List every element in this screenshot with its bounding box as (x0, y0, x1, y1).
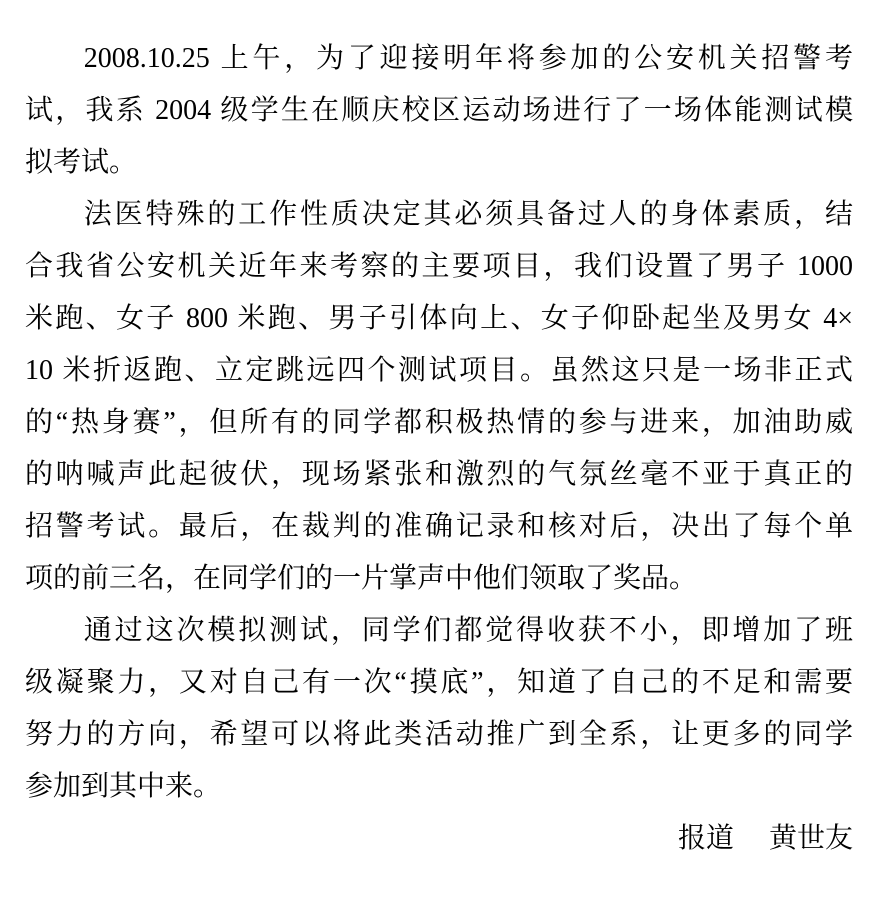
text-line: 的呐喊声此起彼伏，现场紧张和激烈的气氛丝毫不亚于真正的 (25, 459, 853, 490)
text-line: 拟考试。 (25, 147, 138, 178)
text-line: 努力的方向，希望可以将此类活动推广到全系，让更多的同学 (25, 719, 853, 750)
text-line: 通过这次模拟测试，同学们都觉得收获不小，即增加了班 (83, 615, 853, 646)
text-line: 合我省公安机关近年来考察的主要项目，我们设置了男子 1000 (25, 251, 853, 282)
text-line: 米跑、女子 800 米跑、男子引体向上、女子仰卧起坐及男女 4× (25, 303, 853, 334)
paragraph-2 (25, 189, 853, 605)
paragraph-1 (25, 33, 853, 189)
text-line: 10 米折返跑、立定跳远四个测试项目。虽然这只是一场非正式 (25, 355, 853, 386)
text-line: 项的前三名，在同学们的一片掌声中他们领取了奖品。 (25, 563, 698, 594)
text-line: 的“热身赛”，但所有的同学都积极热情的参与进来，加油助威 (25, 407, 853, 438)
text-line: 级凝聚力，又对自己有一次“摸底”，知道了自己的不足和需要 (25, 667, 853, 698)
text-line: 招警考试。最后，在裁判的准确记录和核对后，决出了每个单 (25, 511, 853, 542)
byline: 报道 黄世友 (677, 823, 853, 854)
text-line: 试，我系 2004 级学生在顺庆校区运动场进行了一场体能测试模 (25, 95, 853, 126)
text-line: 参加到其中来。 (25, 771, 222, 802)
text-line: 法医特殊的工作性质决定其必须具备过人的身体素质，结 (83, 199, 853, 230)
paragraph-3 (25, 605, 853, 813)
text-line: 2008.10.25 上午，为了迎接明年将参加的公安机关招警考 (83, 43, 853, 74)
